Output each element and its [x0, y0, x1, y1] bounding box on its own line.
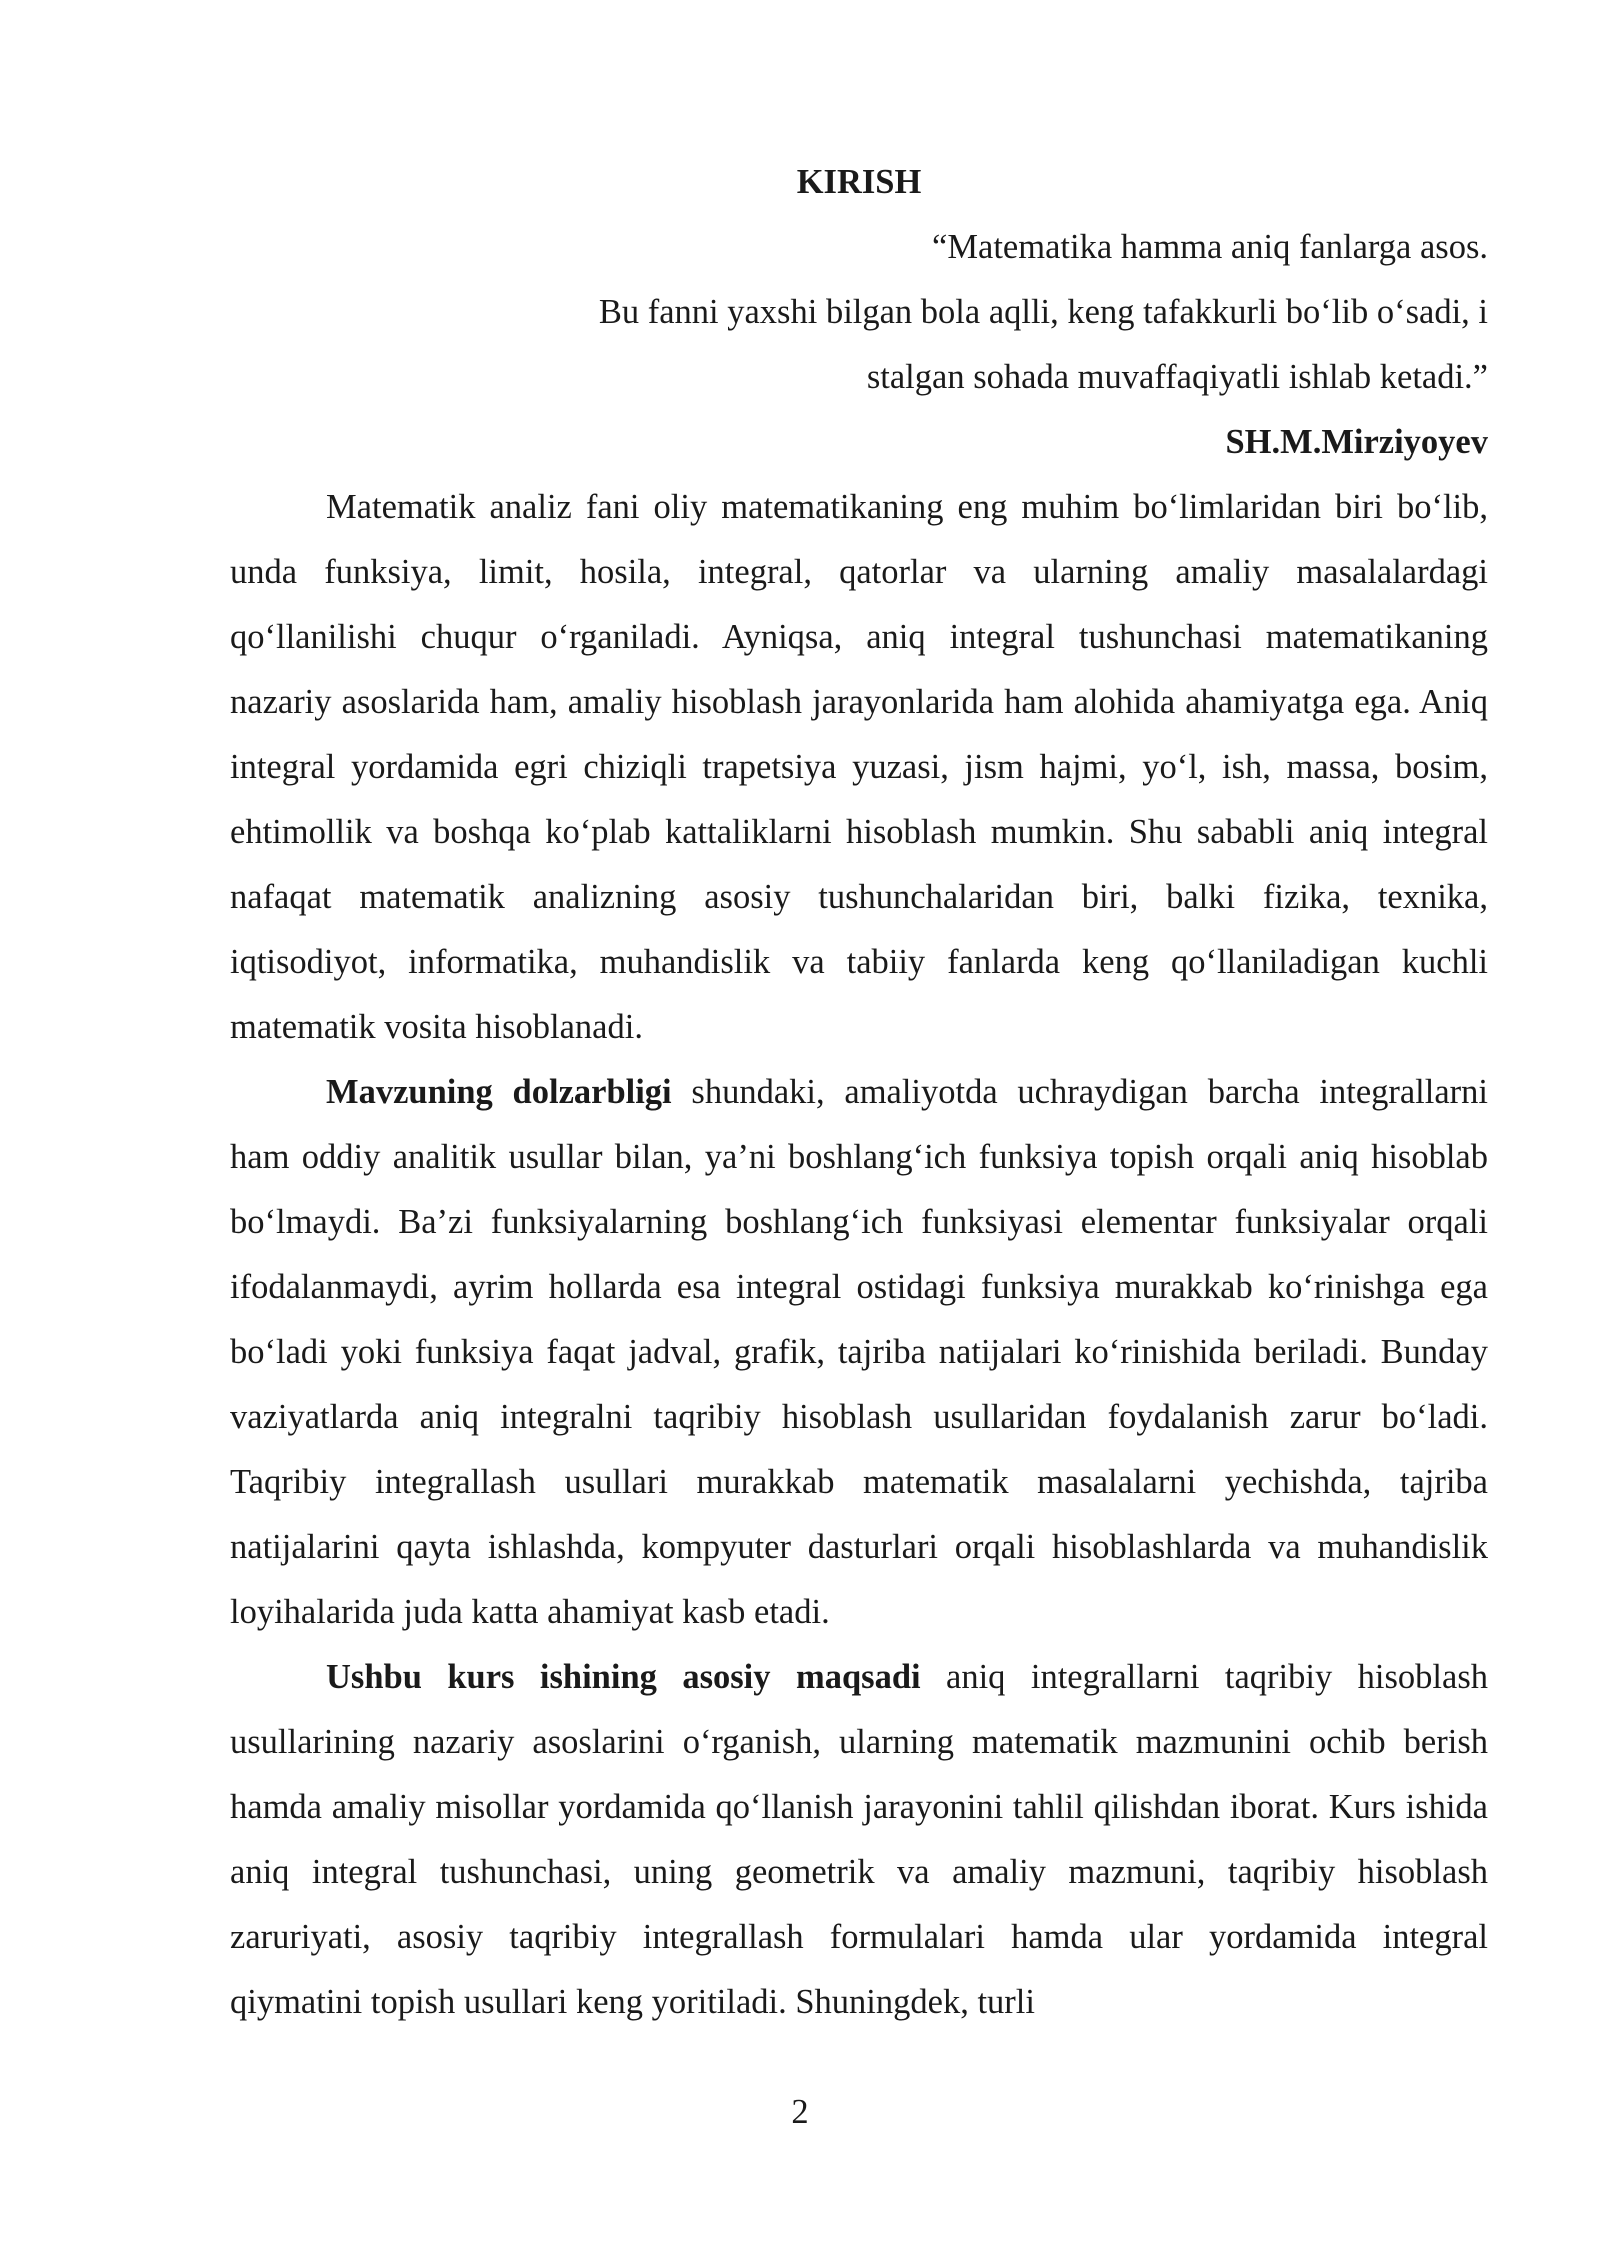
body-paragraph	[230, 475, 1488, 1060]
epigraph	[230, 215, 1488, 475]
paragraph-text: Matematik analiz fani oliy matematikaning eng muhim bo‘limlaridan biri bo‘lib, unda funksiya, limit, hosila, integral, qatorlar va ularning amaliy masalalardagi qo‘llanilishi chuqur o‘rganiladi. Ayniqsa, aniq integral tushunchasi matematikaning nazariy asoslarida ham, amaliy hisoblash jarayonlarida ham alohida ahamiyatga ega. Aniq integral yordamida egri chiziqli trapetsiya yuzasi, jism hajmi, yo‘l, ish, massa, bosim, ehtimollik va boshqa ko‘plab kattaliklarni hisoblash mumkin. Shu sababli aniq integral nafaqat matematik analizning asosiy tushunchalaridan biri, balki fizika, texnika, iqtisodiyot, informatika, muhandislik va tabiiy fanlarda keng qo‘llaniladigan kuchli matematik vosita hisoblanadi.	[230, 488, 1488, 1046]
body-paragraph	[230, 1645, 1488, 2035]
paragraph-lead: Mavzuning dolzarbligi	[326, 1073, 672, 1111]
epigraph-line: Bu fanni yaxshi bilgan bola aqlli, keng tafakkurli bo‘lib o‘sadi, i	[598, 293, 1488, 331]
paragraph-text: aniq integrallarni taqribiy hisoblash usullarining nazariy asoslarini o‘rganish, ularning matematik mazmunini ochib berish hamda amaliy misollar yordamida qo‘llanish jarayonini tahlil qilishdan iborat. Kurs ishida aniq integral tushunchasi, uning geometrik va amaliy mazmuni, taqribiy hisoblash zaruriyati, asosiy taqribiy integrallash formulalari hamda ular yordamida integral qiymatini topish usullari keng yoritiladi. Shuningdek, turli	[230, 1658, 1488, 2021]
epigraph-line: “Matematika hamma aniq fanlarga asos.	[932, 228, 1488, 266]
paragraph-text: shundaki, amaliyotda uchraydigan barcha integrallarni ham oddiy analitik usullar bilan, ya’ni boshlang‘ich funksiya topish orqali aniq hisoblab bo‘lmaydi. Ba’zi funksiyalarning boshlang‘ich funksiyasi elementar funksiyalar orqali ifodalanmaydi, ayrim hollarda esa integral ostidagi funksiya murakkab ko‘rinishga ega bo‘ladi yoki funksiya faqat jadval, grafik, tajriba natijalari ko‘rinishida beriladi. Bunday vaziyatlarda aniq integralni taqribiy hisoblash usullaridan foydalanish zarur bo‘ladi. Taqribiy integrallash usullari murakkab matematik masalalarni yechishda, tajriba natijalarini qayta ishlashda, kompyuter dasturlari orqali hisoblashlarda va muhandislik loyihalarida juda katta ahamiyat kasb etadi.	[230, 1073, 1488, 1631]
page-title: KIRISH	[796, 163, 922, 201]
epigraph-line: stalgan sohada muvaffaqiyatli ishlab ketadi.”	[866, 358, 1488, 396]
paragraph-lead: Ushbu kurs ishining asosiy maqsadi	[326, 1658, 921, 1696]
epigraph-author: SH.M.Mirziyoyev	[1225, 423, 1488, 461]
document-page	[230, 150, 1488, 2035]
body-paragraph	[230, 1060, 1488, 1645]
page-number: 2	[791, 2093, 809, 2131]
